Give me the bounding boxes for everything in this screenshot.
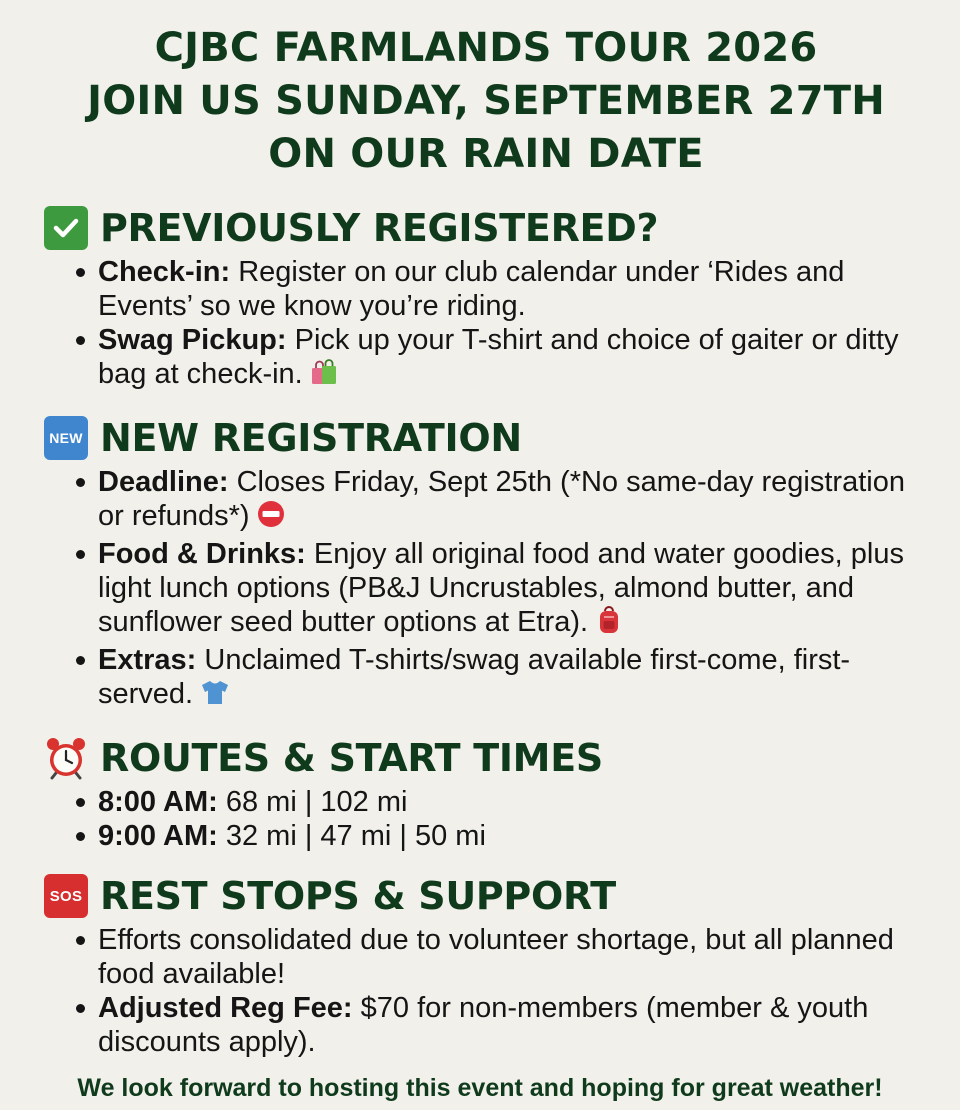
item-text: 32 mi | 47 mi | 50 mi	[225, 820, 486, 852]
bullet-list	[44, 923, 928, 1059]
title-line-3: ON OUR RAIN DATE	[268, 131, 704, 177]
section-header	[44, 413, 928, 463]
item-label: 8:00 AM:	[98, 786, 218, 818]
section-new-registration	[44, 413, 928, 715]
item-label: Extras:	[98, 644, 197, 676]
backpack-icon	[594, 605, 624, 643]
page-title	[44, 22, 928, 181]
item-label: Swag Pickup:	[98, 324, 287, 356]
shopping-bags-icon	[309, 357, 339, 395]
list-item	[74, 991, 928, 1059]
item-label: Deadline:	[98, 466, 229, 498]
item-text: Enjoy all original food and water goodies, plus light lunch options (PB&J Uncrustables, almond butter, and sunflower seed butter options at Etra).	[98, 538, 904, 638]
bullet-list	[44, 255, 928, 395]
item-label: 9:00 AM:	[98, 820, 218, 852]
section-rest-stops	[44, 871, 928, 1059]
list-item	[74, 255, 928, 323]
alarm-clock-icon	[44, 736, 88, 780]
list-item	[74, 323, 928, 395]
list-item	[74, 785, 928, 819]
sos-badge-icon: SOS	[44, 874, 88, 918]
section-heading: PREVIOUSLY REGISTERED?	[100, 206, 659, 250]
title-line-2: JOIN US SUNDAY, SEPTEMBER 27TH	[87, 78, 885, 124]
section-header	[44, 203, 928, 253]
tshirt-icon	[199, 677, 231, 715]
section-previously-registered	[44, 203, 928, 395]
item-text: Unclaimed T-shirts/swag available first-come, first-served.	[98, 644, 851, 710]
item-text: 68 mi | 102 mi	[225, 786, 408, 818]
section-heading: NEW REGISTRATION	[100, 416, 522, 460]
bullet-list	[44, 465, 928, 715]
check-mark-icon	[44, 206, 88, 250]
item-label: Check-in:	[98, 256, 231, 288]
item-text: $70 for non-members (member & youth discounts apply).	[98, 992, 869, 1058]
new-badge-icon: NEW	[44, 416, 88, 460]
item-label: Adjusted Reg Fee:	[98, 992, 353, 1024]
list-item	[74, 537, 928, 643]
no-entry-icon	[256, 499, 286, 537]
title-line-1: CJBC FARMLANDS TOUR 2026	[154, 25, 818, 71]
section-heading: REST STOPS & SUPPORT	[100, 874, 616, 918]
item-text: Pick up your T-shirt and choice of gaiter or ditty bag at check-in.	[98, 324, 899, 390]
item-text: Register on our club calendar under ‘Rides and Events’ so we know you’re riding.	[98, 256, 845, 322]
section-heading: ROUTES & START TIMES	[100, 736, 603, 780]
bullet-list	[44, 785, 928, 853]
section-header	[44, 871, 928, 921]
list-item	[74, 819, 928, 853]
item-text: Closes Friday, Sept 25th (*No same-day registration or refunds*)	[98, 466, 905, 532]
list-item	[74, 465, 928, 537]
section-routes	[44, 733, 928, 853]
footer-message: We look forward to hosting this event and hoping for great weather!	[77, 1074, 883, 1102]
list-item	[74, 643, 928, 715]
item-text: Efforts consolidated due to volunteer shortage, but all planned food available!	[98, 924, 894, 990]
list-item	[74, 923, 928, 991]
item-label: Food & Drinks:	[98, 538, 306, 570]
section-header	[44, 733, 928, 783]
